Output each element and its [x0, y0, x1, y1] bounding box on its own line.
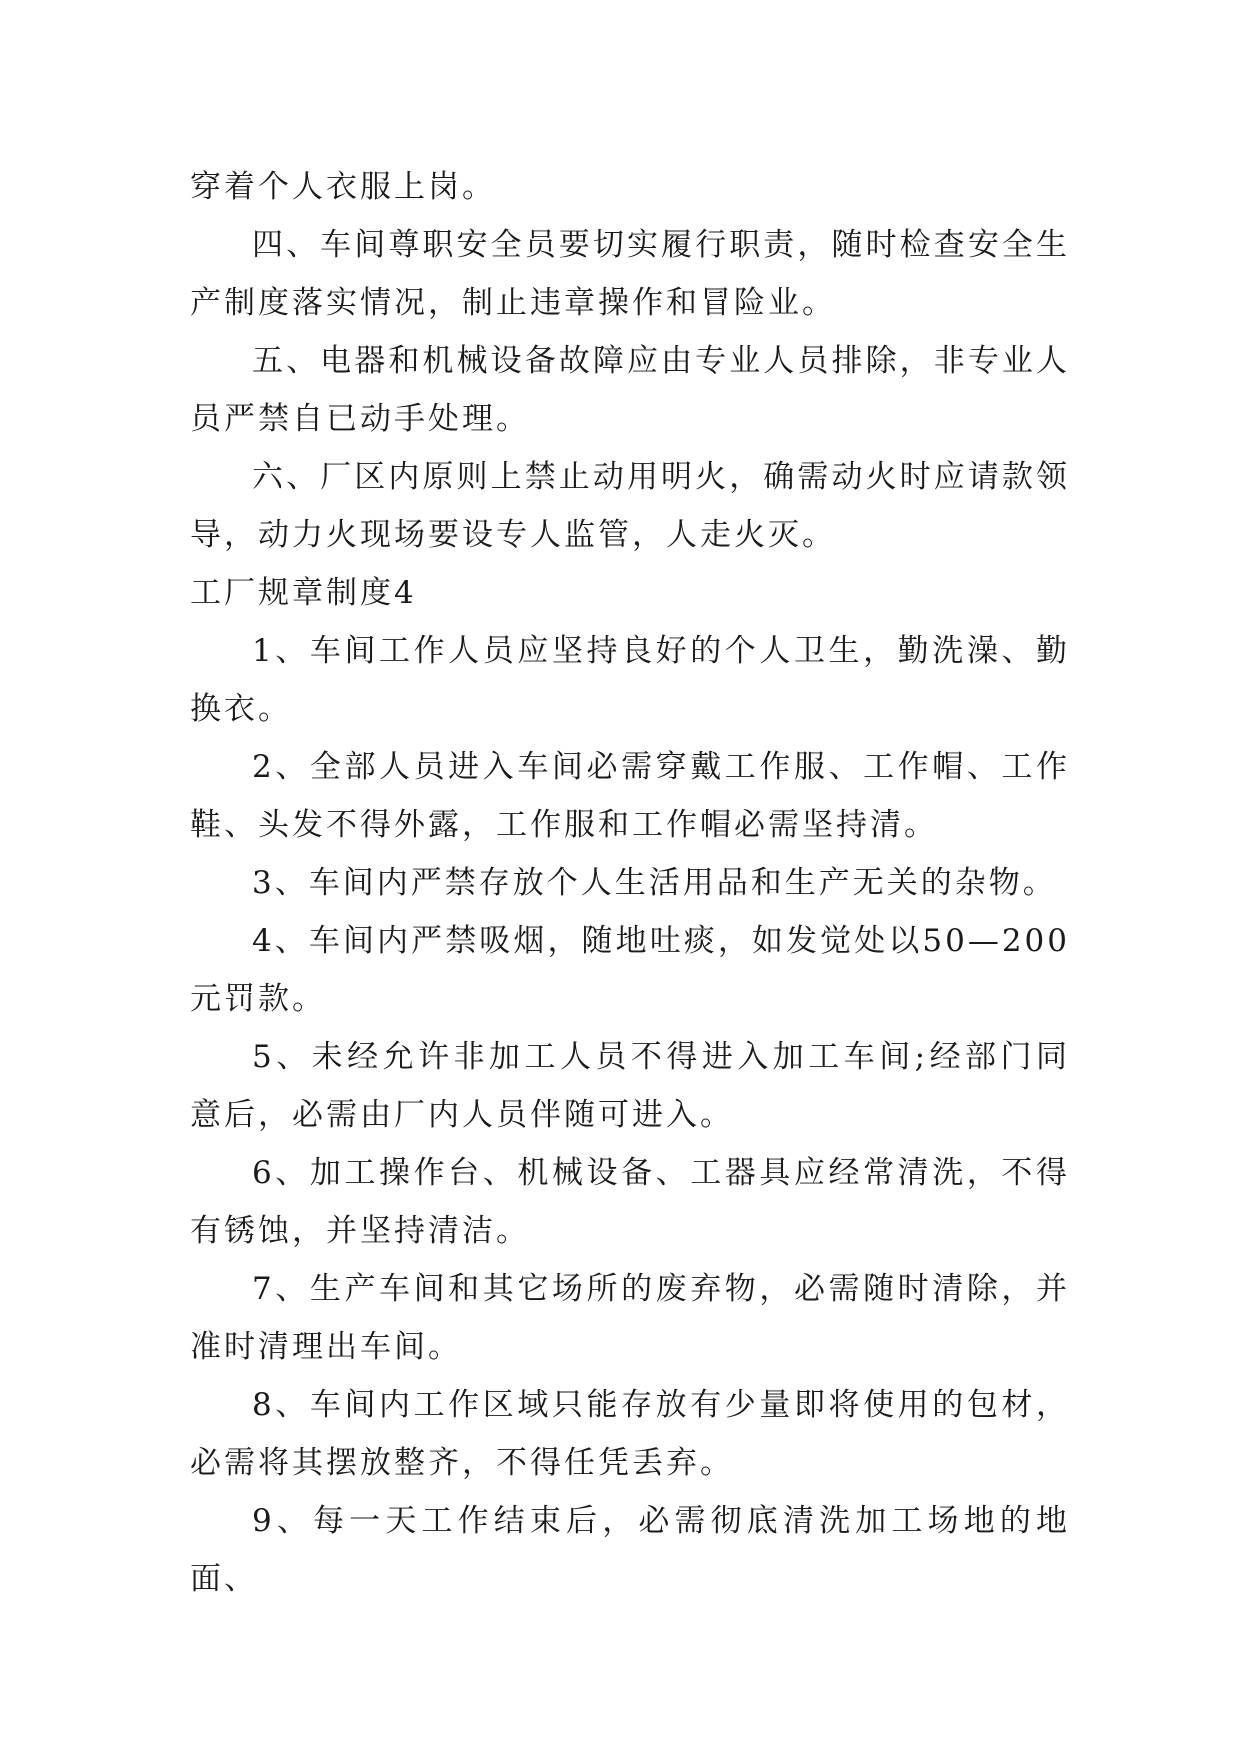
paragraph: 4、车间内严禁吸烟，随地吐痰，如发觉处以50—200元罚款。 — [190, 923, 1070, 1017]
paragraph: 9、每一天工作结束后，必需彻底清洗加工场地的地面、 — [190, 1503, 1070, 1597]
paragraph: 7、生产车间和其它场所的废弃物，必需随时清除，并准时清理出车间。 — [190, 1271, 1070, 1365]
paragraph: 8、车间内工作区域只能存放有少量即将使用的包材，必需将其摆放整齐，不得任凭丢弃。 — [190, 1387, 1070, 1481]
paragraph: 1、车间工作人员应坚持良好的个人卫生，勤洗澡、勤换衣。 — [190, 633, 1070, 727]
paragraph: 四、车间尊职安全员要切实履行职责，随时检查安全生产制度落实情况，制止违章操作和冒险业。 — [190, 227, 1070, 321]
paragraph: 五、电器和机械设备故障应由专业人员排除，非专业人员严禁自已动手处理。 — [190, 343, 1070, 437]
paragraph: 六、厂区内原则上禁止动用明火，确需动火时应请款领导，动力火现场要设专人监管，人走火灭。 — [190, 459, 1070, 553]
document-body — [190, 158, 1070, 1608]
paragraph: 5、未经允许非加工人员不得进入加工车间;经部门同意后，必需由厂内人员伴随可进入。 — [190, 1039, 1070, 1133]
paragraph: 6、加工操作台、机械设备、工器具应经常清洗，不得有锈蚀，并坚持清洁。 — [190, 1155, 1070, 1249]
paragraph: 3、车间内严禁存放个人生活用品和生产无关的杂物。 — [252, 865, 1057, 901]
paragraph: 2、全部人员进入车间必需穿戴工作服、工作帽、工作鞋、头发不得外露，工作服和工作帽必需坚持清。 — [190, 749, 1070, 843]
paragraph: 穿着个人衣服上岗。 — [190, 169, 496, 205]
section-heading: 工厂规章制度4 — [190, 575, 417, 611]
